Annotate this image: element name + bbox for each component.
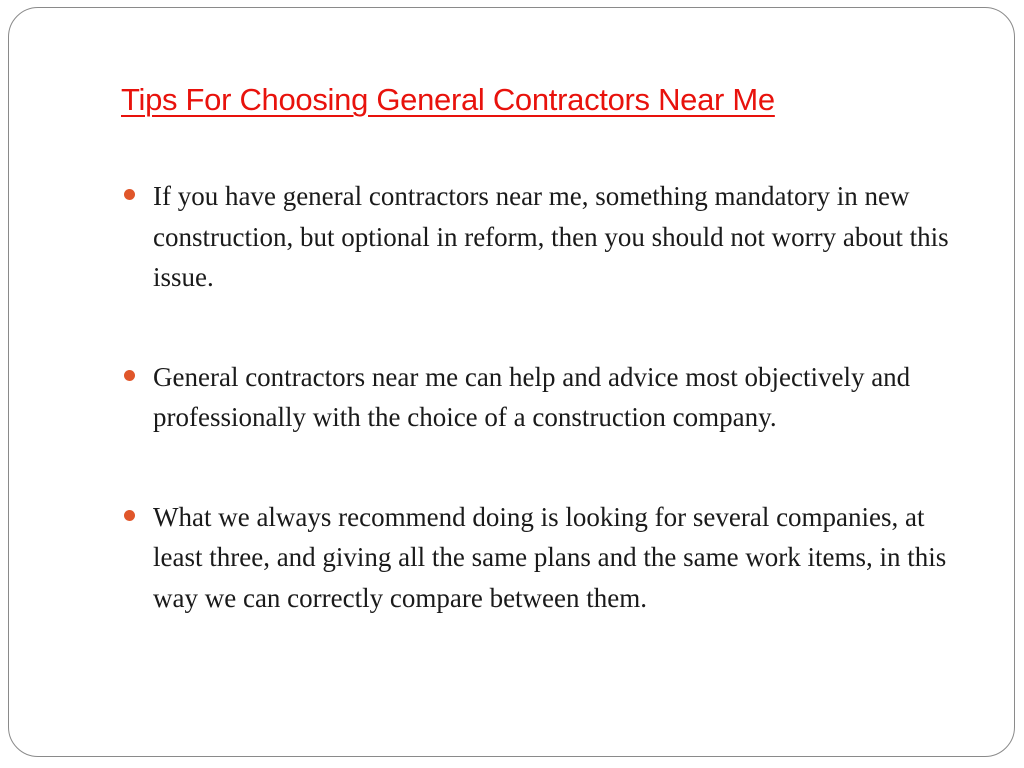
- bullet-list: [121, 176, 971, 618]
- slide-frame: [8, 7, 1015, 757]
- bullet-item: [121, 357, 971, 438]
- bullet-text: If you have general contractors near me, something mandatory in new construction, but optional in reform, then you should not worry about this issue.: [153, 181, 949, 292]
- bullet-item: [121, 497, 971, 619]
- bullet-dot-icon: [124, 189, 135, 200]
- bullet-item: [121, 176, 971, 298]
- bullet-text: What we always recommend doing is looking for several companies, at least three, and giving all the same plans and the same work items, in this way we can correctly compare between them.: [153, 501, 947, 613]
- bullet-text: General contractors near me can help and advice most objectively and professionally with the choice of a construction company.: [153, 361, 911, 432]
- slide-title: Tips For Choosing General Contractors Near Me: [121, 82, 775, 117]
- bullet-dot-icon: [124, 370, 135, 381]
- bullet-dot-icon: [124, 510, 135, 521]
